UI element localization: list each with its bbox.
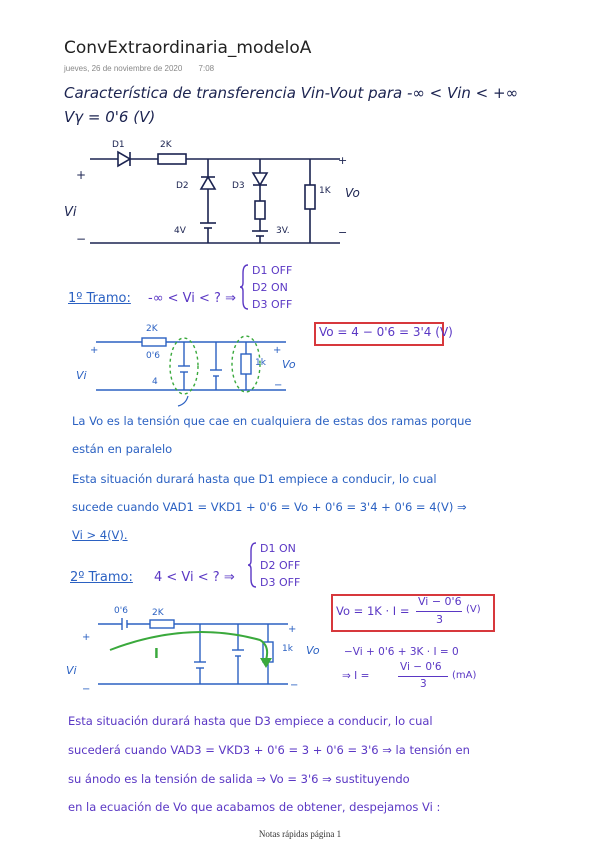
tramo1-state-3: D3 OFF	[252, 298, 293, 311]
para1-line-1: La Vo es la tensión que cae en cualquiera de estas dos ramas porque	[72, 414, 472, 428]
c3-minus-right: −	[290, 680, 299, 691]
circuit-diagram-3	[88, 610, 308, 690]
c2-minus-right: −	[274, 380, 283, 391]
tramo2-result-unit: (V)	[466, 604, 481, 615]
tramo2-eq2-fraction-bar	[398, 676, 448, 677]
tramo2-result-fraction-bar	[416, 611, 462, 612]
page-footer: Notas rápidas página 1	[258, 829, 342, 839]
tramo1-condition: -∞ < Vi < ? ⇒	[148, 291, 236, 306]
c1-r2: 1K	[319, 186, 331, 196]
tramo1-label: 1º Tramo:	[68, 291, 131, 306]
tramo2-result-den: 3	[436, 613, 443, 626]
tramo1-state-2: D2 ON	[252, 281, 288, 294]
para2-line-4: en la ecuación de Vo que acabamos de obtener, despejamos Vi :	[68, 800, 441, 814]
c2-r1k: 1k	[255, 358, 266, 368]
c1-minus-right: −	[338, 226, 348, 239]
c2-plus-right: +	[273, 345, 282, 356]
para1-line-4: sucede cuando VAD1 = VKD1 + 0'6 = Vo + 0'6 = 3'4 + 0'6 = 4(V) ⇒	[72, 500, 467, 514]
heading-line-2: Vγ = 0'6 (V)	[64, 108, 156, 126]
note-meta	[64, 64, 228, 73]
tramo2-eq2-den: 3	[420, 678, 427, 690]
c1-vo: Vo	[345, 186, 360, 200]
note-time: 7:08	[198, 64, 215, 73]
c1-plus-left: +	[76, 168, 87, 182]
c3-plus-left: +	[82, 632, 91, 643]
c3-vo: Vo	[306, 644, 320, 657]
tramo2-state-3: D3 OFF	[260, 576, 301, 589]
tramo2-state-1: D1 ON	[260, 542, 296, 555]
note-date: jueves, 26 de noviembre de 2020	[64, 64, 183, 73]
tramo1-brace	[240, 263, 250, 311]
page-title: ConvExtraordinaria_modeloA	[64, 38, 312, 58]
tramo2-label: 2º Tramo:	[70, 570, 133, 585]
tramo2-condition: 4 < Vi < ? ⇒	[154, 570, 235, 585]
c1-d2: D2	[176, 181, 189, 191]
c3-vi: Vi	[66, 664, 77, 677]
tramo2-state-2: D2 OFF	[260, 559, 301, 572]
c2-v06: 0'6	[146, 351, 160, 361]
circuit-diagram-2	[86, 330, 306, 405]
para1-line-3: Esta situación durará hasta que D1 empiece a conducir, lo cual	[72, 472, 437, 486]
c3-r: 2K	[152, 608, 164, 618]
tramo1-result: Vo = 4 − 0'6 = 3'4 (V)	[319, 325, 453, 339]
tramo2-eq1: −Vi + 0'6 + 3K · I = 0	[344, 646, 459, 658]
heading-line-1: Característica de transferencia Vin-Vout para -∞ < Vin < +∞	[64, 84, 519, 102]
para1-line-5: Vi > 4(V).	[72, 528, 128, 542]
c2-vi: Vi	[76, 369, 87, 382]
c2-r: 2K	[146, 324, 158, 334]
tramo2-result-num: Vi − 0'6	[418, 595, 462, 608]
c3-v06: 0'6	[114, 606, 128, 616]
tramo1-state-1: D1 OFF	[252, 264, 293, 277]
c1-r1: 2K	[160, 140, 172, 150]
c1-vi: Vi	[64, 205, 77, 220]
c1-d3: D3	[232, 181, 245, 191]
para2-line-1: Esta situación durará hasta que D3 empiece a conducir, lo cual	[68, 714, 433, 728]
tramo2-brace	[248, 541, 258, 589]
c1-minus-left: −	[76, 232, 87, 246]
c2-vo: Vo	[282, 358, 296, 371]
c3-current-label: I	[154, 647, 159, 662]
c1-v4: 4V	[174, 226, 186, 236]
tramo2-result-left: Vo = 1K · I =	[336, 604, 410, 618]
c1-d1: D1	[112, 140, 125, 150]
tramo2-eq2-pre: ⇒ I =	[342, 670, 370, 682]
circuit-diagram-1	[60, 135, 360, 255]
c3-plus-right: +	[288, 624, 297, 635]
c1-plus-right: +	[338, 154, 348, 167]
c1-v3: 3V.	[276, 226, 290, 236]
c2-v4: 4	[152, 377, 158, 387]
tramo2-eq2-num: Vi − 0'6	[400, 661, 442, 673]
tramo2-eq2-unit: (mA)	[452, 670, 477, 681]
c3-r1k: 1k	[282, 644, 293, 654]
c2-plus-left: +	[90, 345, 99, 356]
para1-line-2: están en paralelo	[72, 442, 173, 456]
para2-line-3: su ánodo es la tensión de salida ⇒ Vo = 3'6 ⇒ sustituyendo	[68, 772, 410, 786]
para2-line-2: sucederá cuando VAD3 = VKD3 + 0'6 = 3 + 0'6 = 3'6 ⇒ la tensión en	[68, 743, 470, 757]
c3-minus-left: −	[82, 684, 91, 695]
